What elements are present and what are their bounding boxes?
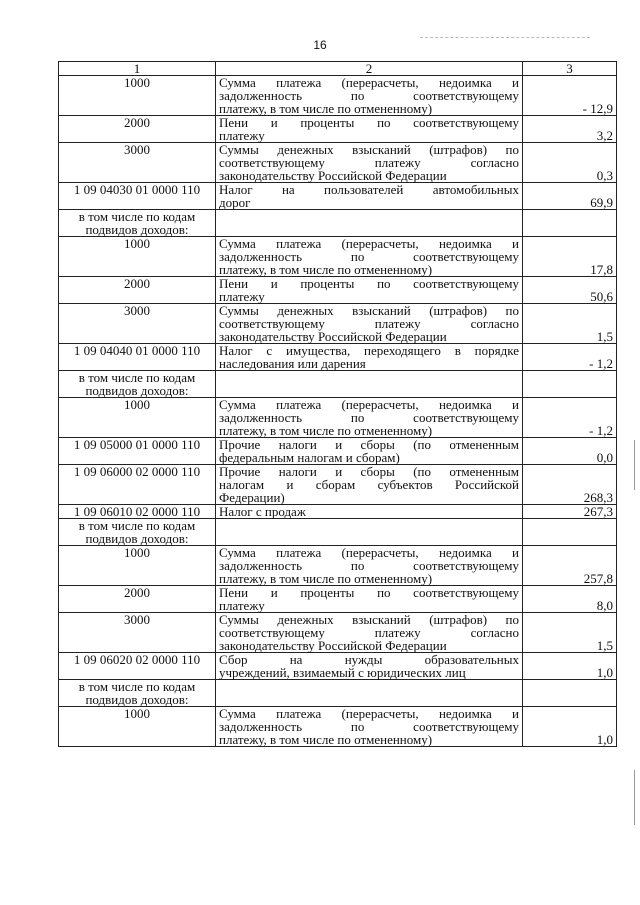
amount-cell: 50,6: [523, 277, 617, 304]
description-cell: [216, 277, 523, 304]
description-line: Прочие налоги и сборы (по отмененным: [219, 437, 519, 452]
description-line: Налог с продаж: [219, 504, 306, 519]
description-line: Сумма платежа (перерасчеты, недоимка и: [219, 236, 519, 251]
table-row: [59, 143, 617, 183]
subtype-label-cell: в том числе по кодам подвидов доходов:: [59, 371, 216, 398]
column-header-3: 3: [523, 62, 617, 76]
description-line: законодательству Российской Федерации: [219, 168, 447, 183]
table-row: [59, 465, 617, 505]
description-cell: [216, 586, 523, 613]
description-cell: [216, 546, 523, 586]
description-cell: [216, 76, 523, 116]
code-cell: 1 09 04030 01 0000 110: [59, 183, 216, 210]
amount-cell: 1,0: [523, 653, 617, 680]
code-cell: 3000: [59, 304, 216, 344]
revenue-table: [58, 61, 617, 747]
description-line: платежу, в том числе по отмененному): [219, 262, 433, 277]
amount-cell: 17,8: [523, 237, 617, 277]
description-line: налогам и сборам субъектов Российской: [219, 477, 519, 492]
code-cell: 1 09 04040 01 0000 110: [59, 344, 216, 371]
table-row: [59, 116, 617, 143]
description-line: Суммы денежных взысканий (штрафов) по: [219, 303, 519, 318]
table-row: [59, 586, 617, 613]
description-line: Сумма платежа (перерасчеты, недоимка и: [219, 545, 519, 560]
table-row: [59, 210, 617, 237]
description-line: платежу, в том числе по отмененному): [219, 571, 433, 586]
table-row: [59, 707, 617, 747]
table-row: [59, 653, 617, 680]
column-header-2: 2: [216, 62, 523, 76]
description-line: Сумма платежа (перерасчеты, недоимка и: [219, 397, 519, 412]
description-cell: [216, 707, 523, 747]
code-cell: 2000: [59, 116, 216, 143]
description-line: Сбор на нужды образовательных: [219, 652, 519, 667]
table-row: [59, 398, 617, 438]
description-line: Пени и проценты по соответствующему: [219, 115, 519, 130]
subtype-label-cell: в том числе по кодам подвидов доходов:: [59, 519, 216, 546]
description-line: Суммы денежных взысканий (штрафов) по: [219, 142, 519, 157]
description-cell: [216, 438, 523, 465]
description-line: законодательству Российской Федерации: [219, 638, 447, 653]
amount-cell: 8,0: [523, 586, 617, 613]
description-cell: [216, 465, 523, 505]
amount-cell: 0,0: [523, 438, 617, 465]
description-cell: [216, 237, 523, 277]
description-line: дорог: [219, 195, 251, 210]
code-cell: 1000: [59, 546, 216, 586]
description-cell: [216, 304, 523, 344]
description-line: Пени и проценты по соответствующему: [219, 585, 519, 600]
description-line: законодательству Российской Федерации: [219, 329, 447, 344]
amount-cell: 69,9: [523, 183, 617, 210]
table-row: [59, 344, 617, 371]
description-line: задолженность по соответствующему: [219, 88, 519, 103]
description-line: платежу: [219, 128, 265, 143]
table-header-row: [59, 62, 617, 76]
description-cell: [216, 398, 523, 438]
subtype-label-cell: в том числе по кодам подвидов доходов:: [59, 210, 216, 237]
amount-cell: [523, 519, 617, 546]
description-line: задолженность по соответствующему: [219, 558, 519, 573]
description-line: Сумма платежа (перерасчеты, недоимка и: [219, 706, 519, 721]
scan-edge-mark: [634, 770, 635, 825]
code-cell: 3000: [59, 143, 216, 183]
description-line: соответствующему платежу согласно: [219, 316, 519, 331]
description-line: платежу: [219, 598, 265, 613]
table-body: [59, 76, 617, 747]
description-line: наследования или дарения: [219, 356, 366, 371]
table-row: [59, 680, 617, 707]
code-cell: 3000: [59, 613, 216, 653]
description-cell: [216, 505, 523, 519]
amount-cell: 257,8: [523, 546, 617, 586]
amount-cell: [523, 371, 617, 398]
description-cell: [216, 519, 523, 546]
description-cell: [216, 613, 523, 653]
description-line: соответствующему платежу согласно: [219, 155, 519, 170]
scan-artifact-line: [420, 37, 590, 39]
page-number: 16: [313, 38, 327, 52]
table-row: [59, 277, 617, 304]
description-cell: [216, 680, 523, 707]
description-line: Налог на пользователей автомобильных: [219, 182, 519, 197]
amount-cell: 1,0: [523, 707, 617, 747]
amount-cell: - 1,2: [523, 398, 617, 438]
description-line: платежу, в том числе по отмененному): [219, 101, 433, 116]
amount-cell: [523, 210, 617, 237]
description-cell: [216, 653, 523, 680]
scan-edge-mark: [634, 440, 635, 490]
description-line: задолженность по соответствующему: [219, 249, 519, 264]
table-row: [59, 438, 617, 465]
code-cell: 1000: [59, 237, 216, 277]
description-line: учреждений, взимаемый с юридических лиц: [219, 665, 466, 680]
table-row: [59, 237, 617, 277]
code-cell: 1 09 06020 02 0000 110: [59, 653, 216, 680]
description-line: задолженность по соответствующему: [219, 719, 519, 734]
amount-cell: 267,3: [523, 505, 617, 519]
description-line: федеральным налогам и сборам): [219, 450, 400, 465]
code-cell: 1000: [59, 76, 216, 116]
description-line: платежу: [219, 289, 265, 304]
table-row: [59, 519, 617, 546]
description-line: Суммы денежных взысканий (штрафов) по: [219, 612, 519, 627]
amount-cell: 0,3: [523, 143, 617, 183]
description-cell: [216, 116, 523, 143]
description-line: Федерации): [219, 490, 285, 505]
description-line: платежу, в том числе по отмененному): [219, 423, 433, 438]
code-cell: 1000: [59, 398, 216, 438]
amount-cell: 1,5: [523, 304, 617, 344]
description-line: задолженность по соответствующему: [219, 410, 519, 425]
description-cell: [216, 143, 523, 183]
description-cell: [216, 371, 523, 398]
subtype-label-cell: в том числе по кодам подвидов доходов:: [59, 680, 216, 707]
table-row: [59, 505, 617, 519]
amount-cell: 1,5: [523, 613, 617, 653]
amount-cell: - 1,2: [523, 344, 617, 371]
amount-cell: 3,2: [523, 116, 617, 143]
description-line: Пени и проценты по соответствующему: [219, 276, 519, 291]
table-row: [59, 546, 617, 586]
amount-cell: [523, 680, 617, 707]
description-line: Сумма платежа (перерасчеты, недоимка и: [219, 75, 519, 90]
table-row: [59, 76, 617, 116]
code-cell: 1 09 05000 01 0000 110: [59, 438, 216, 465]
description-cell: [216, 210, 523, 237]
description-line: платежу, в том числе по отмененному): [219, 732, 433, 747]
code-cell: 2000: [59, 586, 216, 613]
description-cell: [216, 344, 523, 371]
table-row: [59, 371, 617, 398]
table-row: [59, 183, 617, 210]
table-row: [59, 613, 617, 653]
table-row: [59, 304, 617, 344]
amount-cell: - 12,9: [523, 76, 617, 116]
description-line: Прочие налоги и сборы (по отмененным: [219, 464, 519, 479]
description-line: соответствующему платежу согласно: [219, 625, 519, 640]
amount-cell: 268,3: [523, 465, 617, 505]
code-cell: 1000: [59, 707, 216, 747]
column-header-1: 1: [59, 62, 216, 76]
code-cell: 1 09 06000 02 0000 110: [59, 465, 216, 505]
description-line: Налог с имущества, переходящего в порядке: [219, 343, 519, 358]
code-cell: 2000: [59, 277, 216, 304]
description-cell: [216, 183, 523, 210]
code-cell: 1 09 06010 02 0000 110: [59, 505, 216, 519]
